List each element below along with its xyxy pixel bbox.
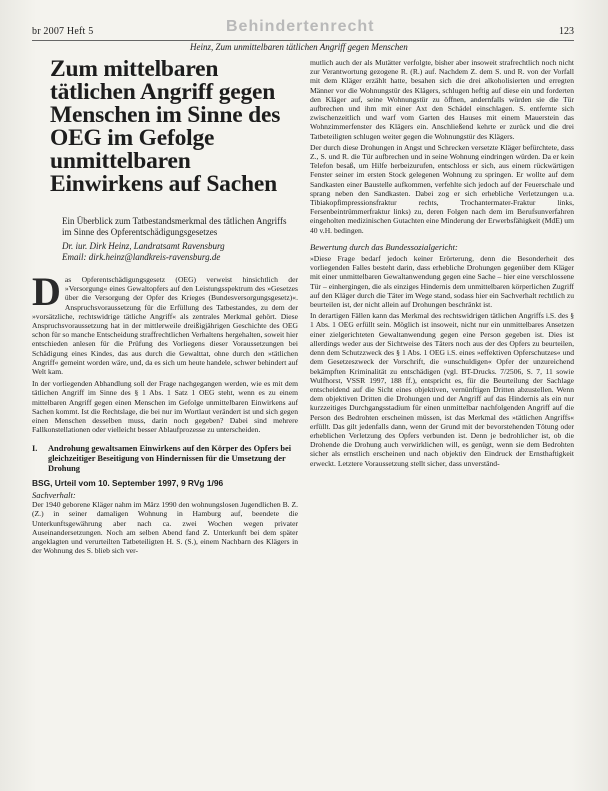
sachverhalt-label: Sachverhalt: [32,490,76,501]
body-paragraph: Der 1940 geborene Kläger nahm im März 1990 den wohnungslosen Jugendlichen B. Z. (Z.) in seiner damaligen Wohnung in Hamburg auf, beendete die Unterkunftsgewährung aber nach ca. zwei Wochen wegen privater Auseinandersetzungen. Noch am selben Abend fand Z. Unterkunft bei dem später angeklagten und verurteilten Tatbeteiligten H. S. (S.), einem Nachbarn des Klägers in der Wohnung des S. blieb sich ver- [32,500,298,556]
running-head: Heinz, Zum unmittelbaren tätlichen Angriff gegen Menschen [190,42,408,52]
body-paragraph: mutlich auch der als Mutätter verfolgte, bisher aber insoweit strafrechtlich noch nicht zur Verantwortung gezogene R. (R.) auf. Nachdem Z. dem S. und R. von der Vorfall mit dem Kläger erzählt hatte, besahen sich die drei alkoholisierten und erregten Männer vor die Wohnungstür des Klägers, schlugen heftig auf diese ein und forderten den Kläger auf, seine Wohnungstür zu öffnen, andernfalls würden sie die Tür aufbrechen und ihm mit einer Axt den Schädel einschlagen. S. entfernte sich zwischenzeitlich und warf vom Garten des Hauses mit einem Mauerstein das Wohnzimmerfenster des Klägers ein. Anschließend kehrte er zurück und die drei Tatbeteiligten schlugen weiter gegen die Wohnungstür des Klägers. [310,58,574,141]
body-paragraph: In derartigen Fällen kann das Merkmal des rechtswidrigen tätlichen Angriffs i.S. des § 1 Abs. 1 OEG erfüllt sein. Möglich ist insoweit, nicht nur ein unmittelbares Ansetzen einer zielgerichteten Gewaltanwendung gegen eine Person gegeben ist. Dies ist allerdings weder aus der Sichtweise des Täters noch aus der des Opfers zu beurteilen, denn dem Schutzzweck des § 1 Abs. 1 OEG i.S. eines »effektiven Opferschutzes« und dem Gesetzeszweck der Vorschrift, die »unschuldigen« Opfer der unzureichend bekämpften Kriminalität zu entschädigen (vgl. BT-Drucks. 7/2506, S. 7, 11 sowie Wulfhorst, VSSR 1997, 188 ff.), entspricht es, für die Beurteilung der Sachlage entscheidend auf die Sicht eines objektiven, vernünftigen Dritten abzustellen. Wenn dem objektiven Dritten die Drohungen und der Angriff auf das Hindernis als ein nur kurzzeitiges Durchgangsstadium für einen unmittelbar nachfolgenden Angriff auf die Person des Bedrohten erscheinen müssen, ist das Merkmal des »tätlichen Angriffs« erfüllt. Das gilt jedenfalls dann, wenn der Grund mit der bevorstehenden Tötung oder erheblichen Verletzung des Opfers verbunden ist. Denn je bedrohlicher ist, ob die Drohende die Drohung auch verwirklichen will, es genügt, wenn sie dem Bedrohten sicher als ernstlich erscheinen und nach objektiv den Eindruck der Ernsthaftigkeit erweckt. Letztere Voraussetzung stellt sicher, dass unverständ- [310,311,574,468]
section-title: Androhung gewaltsamen Einwirkens auf den Körper des Opfers bei gleichzeitiger Beseitigung von Hindernissen für die Umsetzung der Drohung [48,444,292,473]
drop-cap: D [32,269,61,314]
body-paragraph: »Diese Frage bedarf jedoch keiner Erörterung, denn die Besonderheit des vorliegenden Falles besteht darin, dass erhebliche Drohungen gegenüber dem Kläger mit einer unmittelbaren Gewaltanwendung gegen eine Sache – hier eine verschlossene Tür – einhergingen, die als einziges Hindernis dem unmittelbaren körperlichen Zugriff auf den Kläger durch die Täter im Wege stand, sodass hier ein Sachverhalt rechtlich zu beurteilen ist, der nicht allein auf Drohungen beschränkt ist. [310,254,574,310]
journal-name: Behindertenrecht [226,18,375,35]
author-email: Email: dirk.heinz@landkreis-ravensburg.de [62,252,221,262]
article-title: Zum mittelbaren tätlichen Angriff gegen Menschen im Sinne des OEG im Gefolge unmittelbaren Einwirkens auf Sachen [50,56,281,197]
body-paragraph: In der vorliegenden Abhandlung soll der Frage nachgegangen werden, wie es mit dem tätlichen Angriff im Sinne des § 1 Abs. 1 Satz 1 OEG steht, wenn es zu einem mittelbaren Angriff gegen einen Menschen im Gefolge unmittelbaren Einwirkens auf Sachen kommt. Ist die Rechtslage, die bei nur im Wortlaut verändert ist und sich gegen einen Menschen desselben muss, darin noch gegeben? Dabei sind mehrere Fallkonstellationen oder vielleicht besser Ablaufprozesse zu unterscheiden. [32,379,298,435]
section-number: I. [32,444,38,454]
issue-label: br 2007 Heft 5 [32,26,94,37]
case-reference: BSG, Urteil vom 10. September 1997, 9 RVg 1/96 [32,478,224,489]
article-subtitle: Ein Überblick zum Tatbestandsmerkmal des tätlichen Angriffs im Sinne des Opferentschädigungsgesetzes [62,216,287,237]
page-number: 123 [559,26,574,37]
left-column [32,58,298,555]
right-column [310,58,574,468]
subheading: Bewertung durch das Bundessozialgericht: [310,241,458,252]
article-author: Dr. iur. Dirk Heinz, Landratsamt Ravensburg [62,241,225,251]
body-paragraph: Der durch diese Drohungen in Angst und Schrecken versetzte Kläger befürchtete, dass Z., S. und R. die Tür aufbrechen und in seine Wohnung eindringen würden. Da er kein Telefon besaß, um Hilfe herbeizurufen, entschloss er sich, aus einem rückwärtigen Fenster seiner im ersten Stock gelegenen Wohnung zu springen. Er wollte auf dem Sandkasten einer Baustelle aufkommen, verfehlte sich jedoch auf der Feuerschale und sprang neben den Sandkasten. Dabei zog er sich erhebliche Verletzungen u.a. Tibiakopfimpressionsfraktur rechts, Trochantermater-Fraktur links, Fersenbeintrümmerfraktur links) zu, deren Folgen nach dem im Berufsunverfahren eingeholten medizinischen Gutachten eine Minderung der Erwerbsfähigkeit (MdE) um 40 v.H. bedingen. [310,142,575,235]
intro-paragraph [32,269,298,377]
header-rule [32,40,574,41]
section-heading [32,444,298,473]
intro-text: as Opferentschädigungsgesetz (OEG) verweist hinsichtlich der »Versorgung« eines Gewaltopfers auf den Leistungsspektrum des »Gesetzes über die Versorgung der Opfer des Krieges (Bundesversorgungsgesetz)«. Anspruchsvoraussetzung für die Erfüllung des Tatbestandes, zu dem der »vorsätzliche, rechtswidrige tätliche Angriff« als zentrales Merkmal gehört. Diese Anspruchsvoraussetzung hat in der mittlerweile dreißigjährigen Geschichte des OEG schon für so manche Entscheidung straffrechtlichen Verhaltens hergehalten, soweit hier entschieden anlesen für die Prüfung des Vorliegens dieser Voraussetzungen bei Schädigung eines Kindes, das aus durch die Gewalttat, ohne durch den »tätlichen Angriff« gemeint worden wäre, und, da es sich um heute handele, schwer behindert auf Welt kam. [32,275,298,377]
